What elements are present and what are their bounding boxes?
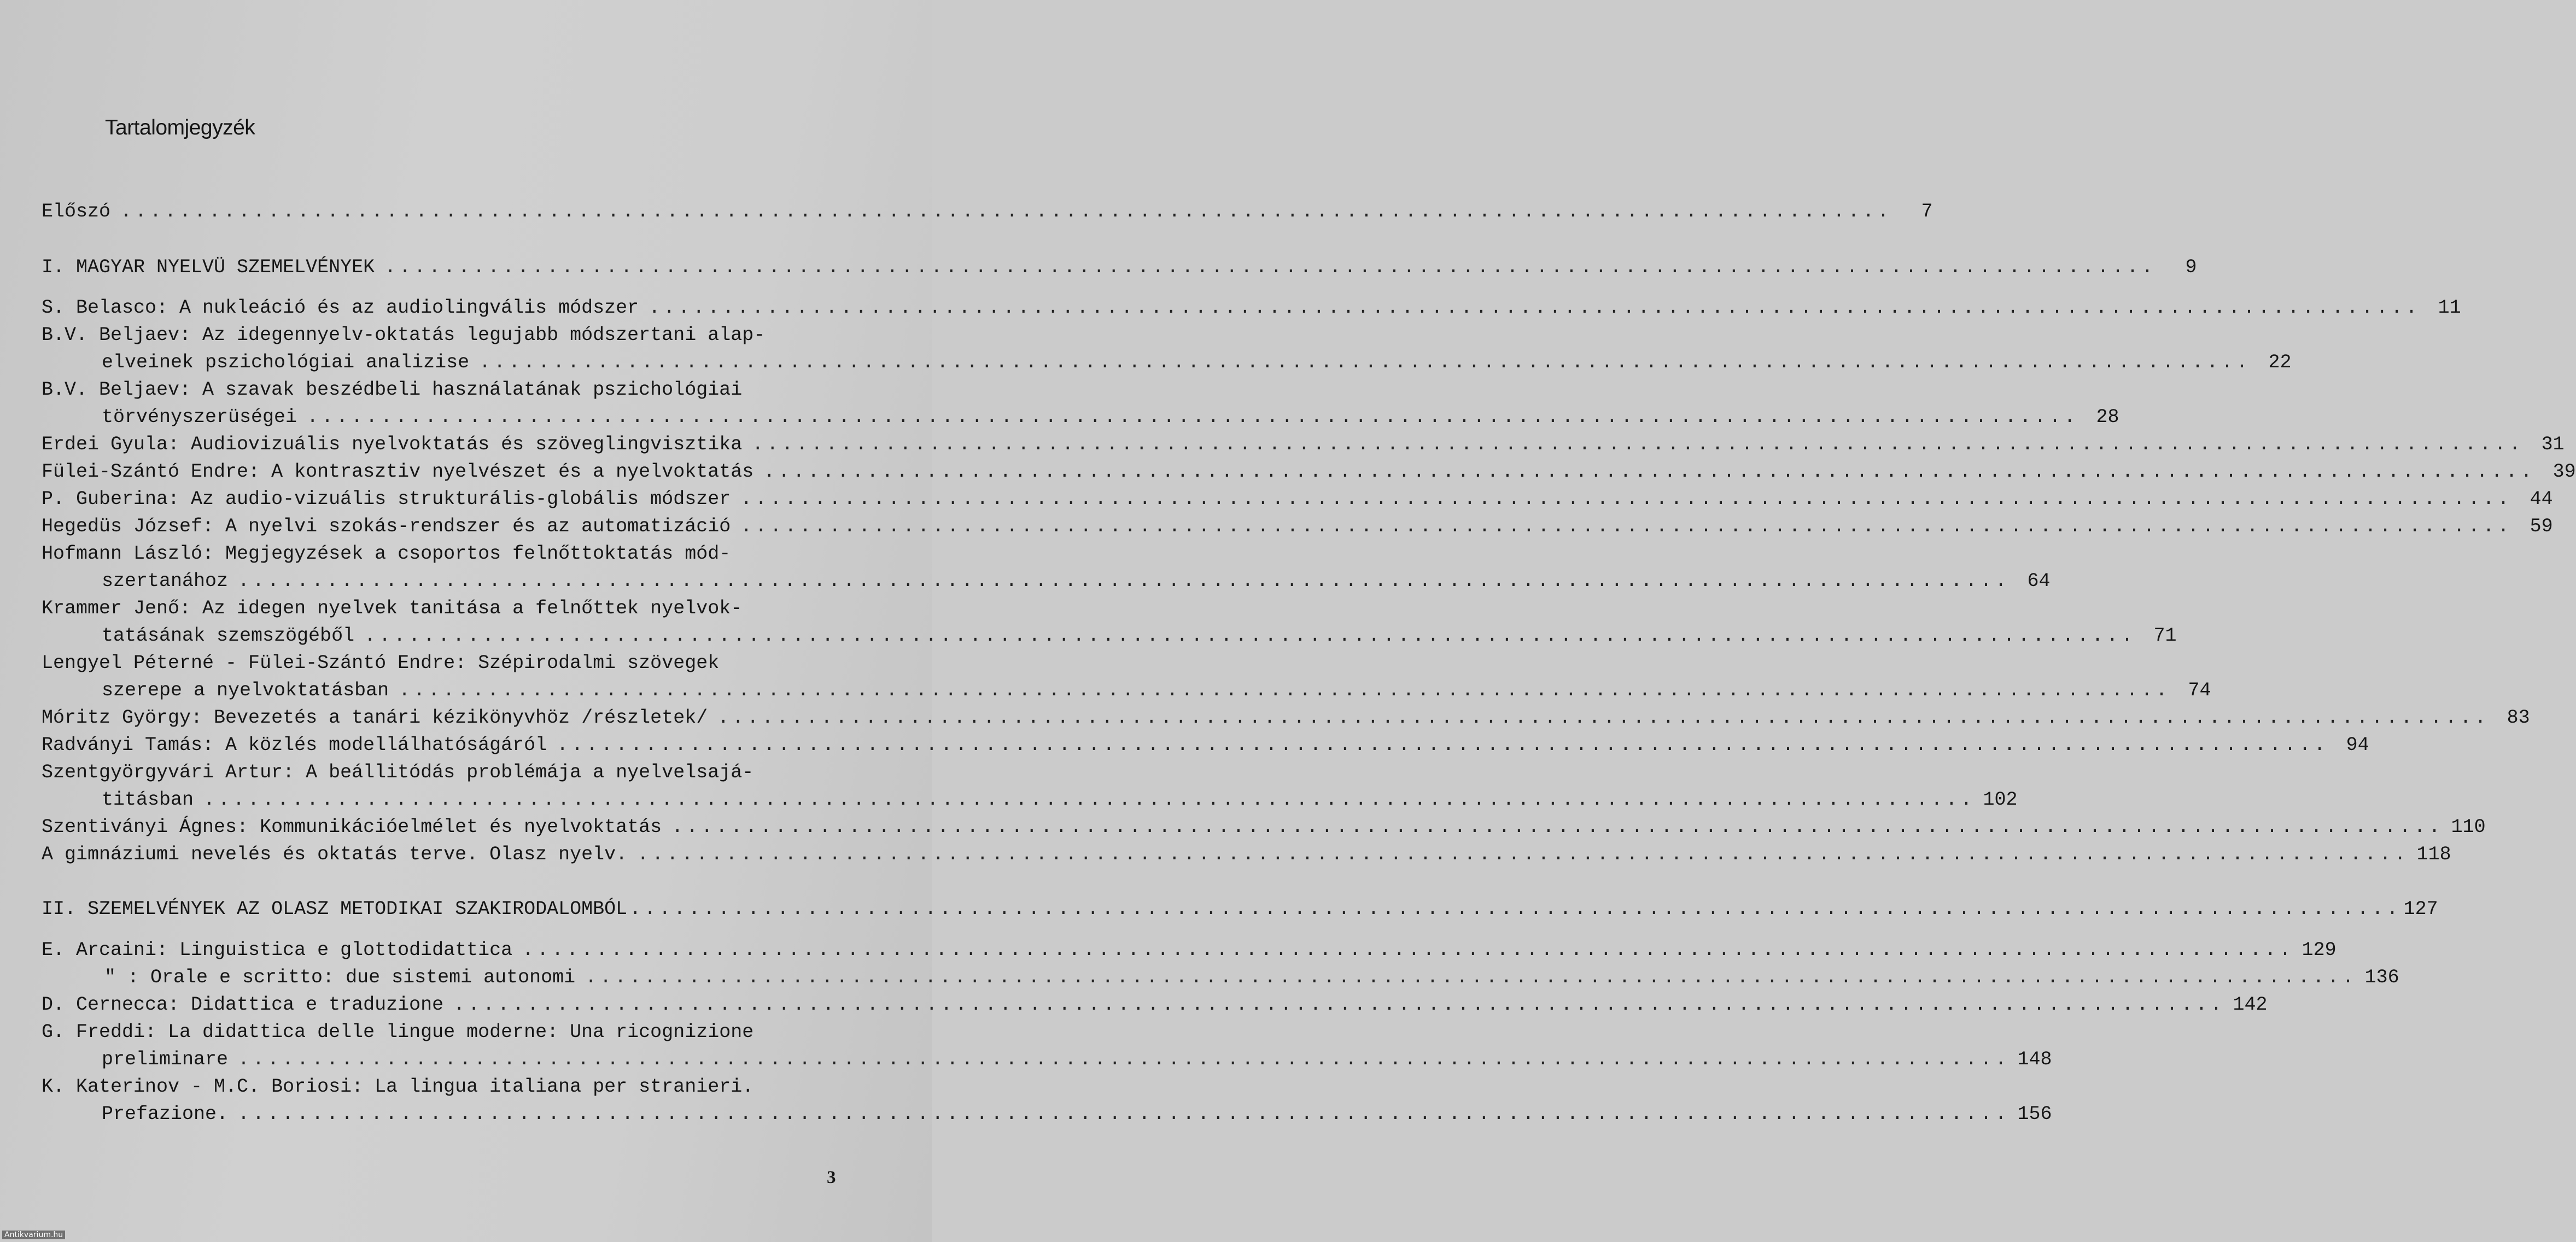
toc-entry-page: 127	[2403, 898, 2438, 920]
toc-entry-title: Szentgyörgyvári Artur: A beállitódás problémája a nyelvelsajá-	[42, 761, 754, 783]
toc-entry-title: titásban	[102, 789, 194, 811]
toc-entry-page: 110	[2451, 816, 2486, 838]
toc-entry-title: G. Freddi: La didattica delle lingue moderne: Una ricognizione	[42, 1021, 754, 1043]
page-title: Tartalomjegyzék	[105, 116, 255, 139]
toc-entry-page: 71	[2153, 625, 2177, 647]
toc-entry-continuation	[42, 623, 2177, 648]
dot-leader: ........................................................................................................................	[629, 898, 2402, 920]
toc-entry	[42, 651, 858, 676]
toc-entry-page: 28	[2096, 406, 2119, 428]
toc-entry-title: Móritz György: Bevezetés a tanári kézikönyvhöz /részletek/	[42, 707, 708, 729]
dot-leader: ........................................................................................................................	[399, 679, 2171, 701]
toc-entry-title: tatásának szemszögéből	[102, 625, 355, 647]
toc-entry	[42, 1020, 858, 1045]
toc-entry-page: 136	[2364, 966, 2399, 988]
toc-entry-title: A gimnáziumi nevelés és oktatás terve. Olasz nyelv.	[42, 843, 628, 865]
toc-entry-page: 39	[2552, 461, 2576, 483]
toc-entry-page: 142	[2233, 994, 2268, 1016]
toc-entry-continuation	[42, 350, 2292, 375]
toc-entry-page: 59	[2530, 515, 2553, 537]
toc-entry-page: 31	[2541, 433, 2565, 455]
toc-entry-title: " : Orale e scritto: due sistemi autonomi	[104, 966, 576, 988]
dot-leader: ........................................................................................................................	[649, 297, 2421, 319]
toc-entry-title: elveinek pszichológiai analizise	[102, 351, 470, 373]
toc-entry-title: szertanához	[102, 570, 229, 592]
toc-entry-page: 156	[2017, 1103, 2052, 1125]
toc-entry-continuation	[42, 678, 2211, 703]
toc-section	[42, 897, 2438, 922]
toc-entry	[42, 965, 2399, 990]
page-number: 3	[827, 1168, 836, 1187]
toc-entry-page: 9	[2185, 256, 2197, 278]
dot-leader: ........................................................................................................................	[238, 1103, 2010, 1125]
toc-entry-title: E. Arcaini: Linguistica e glottodidattica	[42, 939, 513, 961]
toc-entry-page: 22	[2268, 351, 2292, 373]
dot-leader: ........................................................................................................................	[364, 625, 2136, 647]
toc-entry-continuation	[42, 1047, 2052, 1072]
dot-leader: ........................................................................................................................	[717, 707, 2490, 729]
dot-leader: ........................................................................................................................	[740, 488, 2513, 510]
toc-entry-page: 83	[2507, 707, 2530, 729]
toc-section-title: I. MAGYAR NYELVÜ SZEMELVÉNYEK	[42, 256, 375, 278]
dot-leader: ........................................................................................................................	[763, 461, 2536, 483]
dot-leader: ........................................................................................................................	[557, 734, 2329, 756]
dot-leader: ........................................................................................................................	[238, 1048, 2010, 1070]
toc-entry	[42, 760, 858, 785]
toc-entry-title: Hegedüs József: A nyelvi szokás-rendszer és az automatizáció	[42, 515, 731, 537]
dot-leader: ........................................................................................................................	[120, 201, 1892, 222]
toc-entry-title: Lengyel Péterné - Fülei-Szántó Endre: Szépirodalmi szövegek	[42, 652, 720, 674]
dot-leader: ........................................................................................................................	[479, 351, 2251, 373]
toc-entry-title: Prefazione.	[102, 1103, 229, 1125]
toc-entry-title: Radványi Tamás: A közlés modellálhatóságáról	[42, 734, 547, 756]
toc-entry-title: D. Cernecca: Didattica e traduzione	[42, 994, 444, 1016]
dot-leader: ........................................................................................................................	[671, 816, 2444, 838]
toc-entry-title: S. Belasco: A nukleáció és az audiolingvális módszer	[42, 297, 639, 319]
toc-entry	[42, 432, 2565, 457]
dot-leader: ........................................................................................................................	[740, 515, 2513, 537]
toc-entry	[42, 705, 2530, 730]
toc-entry-page: 118	[2416, 843, 2451, 865]
dot-leader: ........................................................................................................................	[203, 789, 1976, 811]
toc-entry-title: szerepe a nyelvoktatásban	[102, 679, 389, 701]
toc-entry	[42, 541, 858, 566]
toc-entry-page: 148	[2017, 1048, 2052, 1070]
toc-entry-title: Fülei-Szántó Endre: A kontrasztiv nyelvészet és a nyelvoktatás	[42, 461, 754, 483]
toc-entry-continuation	[42, 787, 2018, 812]
toc-section-title: II. SZEMELVÉNYEK AZ OLASZ METODIKAI SZAKIRODALOMBÓL	[42, 898, 628, 920]
toc-entry	[42, 323, 858, 348]
toc-entry-title: Előszó	[42, 201, 111, 222]
toc-entry-page: 94	[2346, 734, 2369, 756]
dot-leader: ........................................................................................................................	[307, 406, 2079, 428]
toc-entry	[42, 733, 2369, 758]
toc-entry-title: B.V. Beljaev: A szavak beszédbeli használatának pszichológiai	[42, 379, 743, 401]
toc-entry-continuation	[42, 569, 2051, 594]
toc-entry-title: B.V. Beljaev: Az idegennyelv-oktatás legujabb módszertani alap-	[42, 324, 766, 346]
dot-leader: ........................................................................................................................	[522, 939, 2294, 961]
toc-entry-page: 102	[1983, 789, 2018, 811]
dot-leader: ........................................................................................................................	[453, 994, 2225, 1016]
dot-leader: ........................................................................................................................	[637, 843, 2409, 865]
toc-entry	[42, 295, 2461, 320]
watermark: Antikvarium.hu	[2, 1231, 65, 1239]
dot-leader: ........................................................................................................................	[238, 570, 2010, 592]
dot-leader: ........................................................................................................................	[752, 433, 2524, 455]
toc-entry-page: 74	[2188, 679, 2211, 701]
toc-entry-title: Krammer Jenő: Az idegen nyelvek tanitása a felnőttek nyelvok-	[42, 597, 743, 619]
toc-entry	[42, 199, 1933, 224]
toc-entry-title: Erdei Gyula: Audiovizuális nyelvoktatás és szöveglingvisztika	[42, 433, 743, 455]
toc-entry-title: K. Katerinov - M.C. Boriosi: La lingua italiana per stranieri.	[42, 1076, 754, 1098]
toc-entry-title: törvényszerüségei	[102, 406, 297, 428]
toc-entry-continuation	[42, 1102, 2052, 1127]
toc-section	[42, 255, 2197, 280]
toc-entry-page: 11	[2438, 297, 2461, 319]
toc-entry	[42, 1074, 858, 1099]
toc-entry-title: P. Guberina: Az audio-vizuális strukturális-globális módszer	[42, 488, 731, 510]
dot-leader: ........................................................................................................................	[384, 256, 2157, 278]
toc-entry-page: 64	[2027, 570, 2051, 592]
toc-entry	[42, 938, 2336, 963]
toc-entry	[42, 514, 2553, 539]
toc-entry-page: 44	[2530, 488, 2553, 510]
toc-entry	[42, 459, 2576, 484]
toc-entry-title: Hofmann László: Megjegyzések a csoportos felnőttoktatás mód-	[42, 543, 731, 565]
toc-entry-page: 7	[1921, 201, 1933, 222]
toc-entry	[42, 815, 2486, 840]
dot-leader: ........................................................................................................................	[585, 966, 2357, 988]
toc-entry-title: preliminare	[102, 1048, 229, 1070]
toc-entry-continuation	[42, 405, 2119, 430]
toc-entry	[42, 377, 858, 402]
toc-entry	[42, 842, 2451, 867]
toc-entry-page: 129	[2302, 939, 2336, 961]
toc-entry	[42, 992, 2268, 1017]
toc-entry	[42, 596, 858, 621]
toc-entry-title: Szentiványi Ágnes: Kommunikációelmélet és nyelvoktatás	[42, 816, 662, 838]
toc-entry	[42, 487, 2553, 512]
